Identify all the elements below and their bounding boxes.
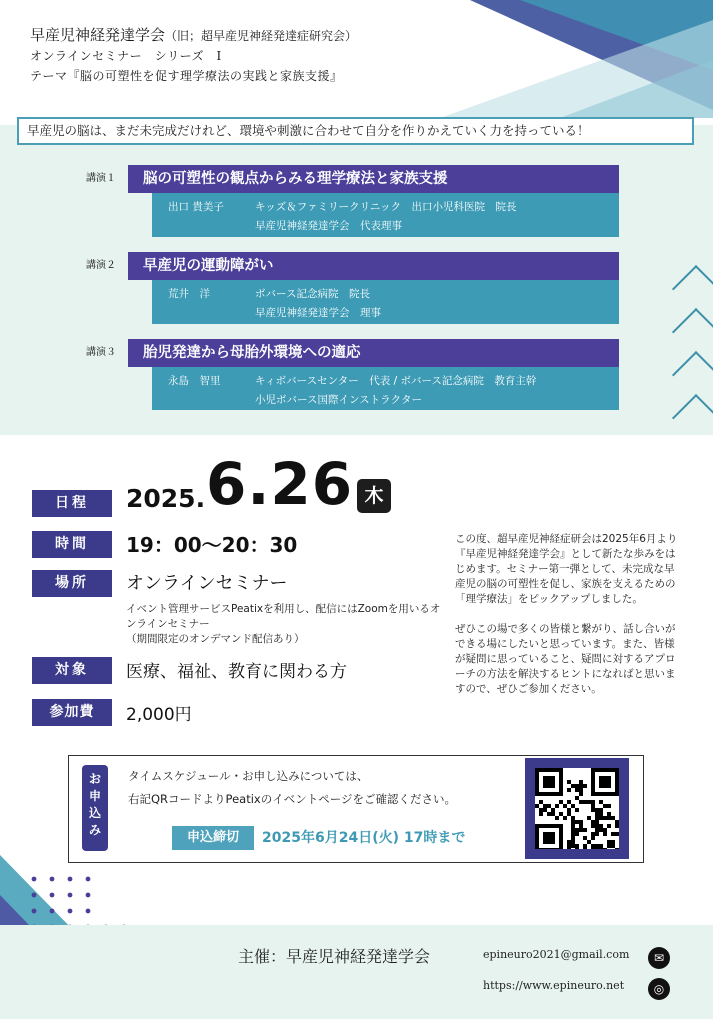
lecture-2-title: 早産児の運動障がい bbox=[128, 252, 619, 280]
globe-icon: ◎ bbox=[648, 978, 670, 1000]
lecture-3-details bbox=[152, 367, 619, 410]
intro-paragraph-2: ぜひこの場で多くの皆様と繋がり、話し合いができる場にしたいと思っています。また、皆様が疑問に思っていること、疑問に対するアプローチの方法を解決するヒントになればと思いますので、ぜひご参加ください。 bbox=[455, 623, 676, 695]
place-note-line-2: （期間限定のオンデマンド配信あり） bbox=[126, 633, 305, 645]
chevron-up-icon bbox=[672, 308, 713, 356]
qr-code-graphic bbox=[535, 768, 619, 849]
date-weekday-badge: 木 bbox=[357, 479, 391, 513]
application-badge bbox=[82, 765, 108, 851]
lecture-2-affiliation-2: 早産児神経発達学会 理事 bbox=[255, 307, 381, 319]
target-value: 医療、福祉、教育に関わる方 bbox=[126, 662, 347, 682]
lecture-1-affiliation-2: 早産児神経発達学会 代表理事 bbox=[255, 220, 402, 232]
lecture-2-affiliation-1: ボバース記念病院 院長 bbox=[255, 288, 370, 300]
series-title: オンラインセミナー シリーズ I bbox=[30, 49, 222, 63]
website-link[interactable]: https://www.epineuro.net bbox=[483, 979, 625, 992]
date-year: 2025. bbox=[126, 484, 206, 513]
contact-email[interactable]: epineuro2021@gmail.com bbox=[483, 948, 630, 961]
intro-text bbox=[455, 532, 683, 697]
lecture-3-tag: 講演３ bbox=[86, 347, 116, 358]
place-label: 場所 bbox=[32, 570, 112, 597]
lecture-3-affiliation-2: 小児ボバース国際インストラクター bbox=[255, 394, 422, 406]
intro-paragraph-1: この度、超早産児神経症研会は2025年6月より『早産児神経発達学会』として新たな歩みをはじめます。セミナー第一弾として、未完成な早産児の脳の可塑性を促し、家族を支えるための「理学療法」をピックアップしました。 bbox=[455, 533, 678, 605]
fee-label: 参加費 bbox=[32, 699, 112, 726]
footer-background bbox=[0, 925, 713, 1019]
org-name: 早産児神経発達学会 bbox=[30, 26, 166, 44]
host-name: 主催：早産児神経発達学会 bbox=[238, 947, 431, 966]
deadline-label: 申込締切 bbox=[172, 826, 254, 850]
qr-code-pattern bbox=[535, 768, 619, 849]
application-line-2: 右記QRコードよりPeatixのイベントページをご確認ください。 bbox=[128, 792, 456, 806]
lecture-2-details bbox=[152, 280, 619, 324]
chevron-up-icon bbox=[672, 265, 713, 313]
qr-code[interactable] bbox=[525, 758, 629, 859]
target-label: 対象 bbox=[32, 657, 112, 684]
lecture-1-tag: 講演１ bbox=[86, 173, 116, 184]
lecture-1-affiliation-1: キッズ＆ファミリークリニック 出口小児科医院 院長 bbox=[255, 201, 517, 213]
lecture-2-speaker: 荒井 洋 bbox=[168, 288, 210, 300]
org-formerly: （旧；超早産児神経発達症研究会） bbox=[165, 29, 358, 43]
place-note-line-1: イベント管理サービスPeatixを利用し、配信にはZoomを用いるオンラインセミナー bbox=[126, 603, 441, 630]
title-block bbox=[30, 25, 460, 86]
lecture-1-details bbox=[152, 193, 619, 237]
lecture-3-affiliation-1: キィボバースセンター 代表 / ボバース記念病院 教育主幹 bbox=[255, 375, 537, 387]
place-note bbox=[126, 602, 446, 647]
tagline-box: 早産児の脳は、まだ未完成だけれど、環境や刺激に合わせて自分を作りかえていく力を持っている！ bbox=[17, 117, 694, 145]
time-value: 19：00〜20：30 bbox=[126, 533, 298, 557]
fee-value: 2,000円 bbox=[126, 705, 192, 725]
lecture-3-title: 胎児発達から母胎外環境への適応 bbox=[128, 339, 619, 367]
application-badge-text: お申込み bbox=[89, 772, 102, 837]
lecture-1-speaker: 出口 貴美子 bbox=[168, 201, 224, 213]
mail-icon: ✉ bbox=[648, 947, 670, 969]
theme-title: テーマ『脳の可塑性を促す理学療法の実践と家族支援』 bbox=[30, 69, 343, 83]
lecture-3-speaker: 永島 智里 bbox=[168, 375, 221, 387]
application-line-1: タイムスケジュール・お申し込みについては、 bbox=[128, 769, 369, 783]
deadline-value: 2025年6月24日(火) 17時まで bbox=[262, 830, 466, 846]
chevron-up-icon bbox=[672, 351, 713, 399]
chevron-decoration bbox=[670, 255, 713, 430]
time-label: 時間 bbox=[32, 531, 112, 558]
date-label: 日程 bbox=[32, 490, 112, 517]
chevron-up-icon bbox=[672, 394, 713, 430]
place-value: オンラインセミナー bbox=[126, 573, 288, 594]
lecture-2-tag: 講演２ bbox=[86, 260, 116, 271]
date-day: 6.26 bbox=[206, 450, 354, 518]
lecture-1-title: 脳の可塑性の観点からみる理学療法と家族支援 bbox=[128, 165, 619, 193]
